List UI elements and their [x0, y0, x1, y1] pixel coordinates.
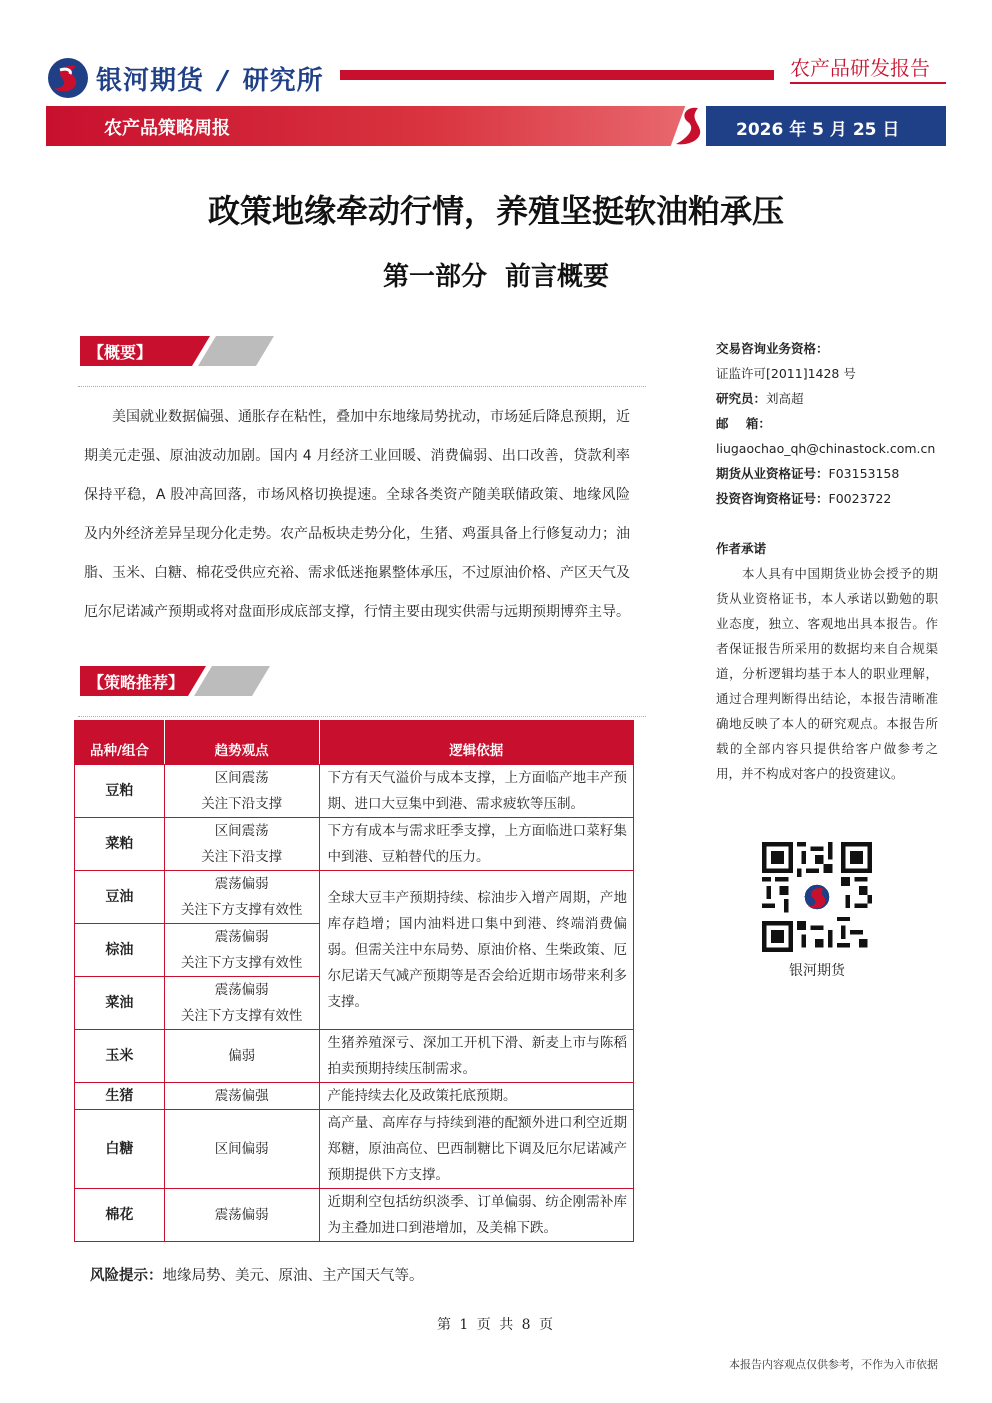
- row-trend: 震荡偏弱 关注下方支撑有效性: [164, 924, 319, 977]
- commitment-text: 本人具有中国期货业协会授予的期货从业资格证书，本人承诺以勤勉的职业态度，独立、客观地出具本报告。作者保证报告所采用的数据均来自合规渠道，分析逻辑均基于本人的职业理解，通过合理判断得出结论，本报告清晰准确地反映了本人的研究观点。本报告所载的全部内容只提供给客户做参考之用，并不构成对客户的投资建议。: [716, 566, 938, 781]
- header-red-bar: [340, 70, 774, 80]
- page-number: 第 1 页 共 8 页: [436, 1317, 556, 1333]
- row-trend: 区间震荡 关注下沿支撑: [164, 818, 319, 871]
- qualification-label: 交易咨询业务资格：: [716, 341, 829, 356]
- row-logic: 高产量、高库存与持续到港的配额外进口利空近期郑糖，原油高位、巴西制糖比下调及厄尔尼诺减产预期提供下方支撑。: [319, 1110, 633, 1189]
- header-logic: 逻辑依据: [319, 721, 633, 765]
- row-product: 菜粕: [75, 818, 165, 871]
- row-logic: 近期利空包括纺织淡季、订单偏弱、纺企刚需补库为主叠加进口到港增加，及美棉下跌。: [319, 1189, 633, 1242]
- futures-cert-label: 期货从业资格证号：: [716, 466, 829, 481]
- sidebar-contact: [716, 336, 938, 511]
- institute-name: 研究所: [242, 65, 324, 96]
- row-product: 豆油: [75, 871, 165, 924]
- table-header-row: [75, 721, 634, 765]
- row-trend: 区间震荡 关注下沿支撑: [164, 765, 319, 818]
- invest-cert-label: 投资咨询资格证号：: [716, 491, 829, 506]
- risk-warning: [90, 1264, 424, 1285]
- email-address[interactable]: liugaochao_qh@chinastock.com.cn: [716, 441, 936, 456]
- table-row: [75, 1030, 634, 1083]
- swoosh-icon: [658, 104, 718, 148]
- researcher-label: 研究员：: [716, 391, 767, 406]
- row-product: 豆粕: [75, 765, 165, 818]
- banner-title: 农产品策略周报: [104, 118, 230, 139]
- row-logic: 下方有成本与需求旺季支撑，上方面临进口菜籽集中到港、豆粕替代的压力。: [319, 818, 633, 871]
- header-trend: 趋势观点: [164, 721, 319, 765]
- row-trend: 震荡偏弱 关注下方支撑有效性: [164, 977, 319, 1030]
- table-row: [75, 871, 634, 924]
- commitment-title: 作者承诺: [716, 541, 767, 556]
- row-product: 棕油: [75, 924, 165, 977]
- galaxy-logo-icon: [46, 56, 90, 100]
- report-banner: [46, 106, 946, 146]
- row-product: 玉米: [75, 1030, 165, 1083]
- footer-disclaimer: 本报告内容观点仅供参考，不作为入市依据: [729, 1358, 938, 1371]
- row-logic: 产能持续去化及政策托底预期。: [319, 1083, 633, 1110]
- row-product: 棉花: [75, 1189, 165, 1242]
- risk-text: 地缘局势、美元、原油、主产国天气等。: [162, 1268, 424, 1284]
- table-row: [75, 1189, 634, 1242]
- qr-caption: 银河期货: [789, 963, 845, 979]
- row-trend: 震荡偏弱 关注下方支撑有效性: [164, 871, 319, 924]
- brand-divider: /: [218, 65, 229, 96]
- invest-cert-number: F0023722: [828, 491, 892, 506]
- report-date: 2026 年 5 月 25 日: [736, 120, 900, 140]
- strategy-table: [74, 720, 634, 1242]
- row-product: 白糖: [75, 1110, 165, 1189]
- brand-name: 银河期货: [96, 65, 205, 96]
- page-title: 政策地缘牵动行情，养殖坚挺软油粕承压: [207, 192, 784, 230]
- row-logic: 生猪养殖深亏、深加工开机下滑、新麦上市与陈稻拍卖预期持续压制需求。: [319, 1030, 633, 1083]
- researcher-name: 刘高超: [766, 391, 804, 406]
- section-title: 第一部分 前言概要: [382, 262, 610, 292]
- row-logic: 下方有天气溢价与成本支撑，上方面临产地丰产预期、进口大豆集中到港、需求疲软等压制。: [319, 765, 633, 818]
- table-row: [75, 1083, 634, 1110]
- table-row: [75, 818, 634, 871]
- row-trend: 偏弱: [164, 1030, 319, 1083]
- strategy-tag-label: 【策略推荐】: [88, 673, 185, 692]
- row-product: 生猪: [75, 1083, 165, 1110]
- header-product: 品种/组合: [75, 721, 165, 765]
- table-row: [75, 765, 634, 818]
- strategy-divider: [78, 716, 646, 717]
- table-row: [75, 1110, 634, 1189]
- summary-tag: [80, 336, 280, 366]
- row-trend: 区间偏弱: [164, 1110, 319, 1189]
- row-logic-merged: 全球大豆丰产预期持续、棕油步入增产周期，产地库存趋增；国内油料进口集中到港、终端消费偏弱。但需关注中东局势、原油价格、生柴政策、厄尔尼诺天气减产预期等是否会给近期市场带来利多支撑。: [319, 871, 633, 1030]
- row-product: 菜油: [75, 977, 165, 1030]
- qr-code-icon: [762, 842, 872, 952]
- header-underline: [790, 82, 946, 84]
- row-trend: 震荡偏弱: [164, 1189, 319, 1242]
- summary-paragraph: 美国就业数据偏强、通胀存在粘性，叠加中东地缘局势扰动，市场延后降息预期，近期美元走强、原油波动加剧。国内 4 月经济工业回暖、消费偏弱、出口改善，贷款利率保持平稳，A 股冲高回落，市场风格切换提速。全球各类资产随美联储政策、地缘风险及内外经济差异呈现分化走势。农产品板块走势分化，生猪、鸡蛋具备上行修复动力；油脂、玉米、白糖、棉花受供应充裕、需求低迷拖累整体承压，不过原油价格、产区天气及厄尔尼诺减产预期或将对盘面形成底部支撑，行情主要由现实供需与远期预期博弈主导。: [84, 409, 630, 620]
- email-label: 邮 箱：: [716, 416, 771, 431]
- strategy-tag: [80, 666, 280, 696]
- summary-tag-label: 【概要】: [88, 343, 153, 362]
- risk-label: 风险提示：: [90, 1268, 163, 1284]
- row-trend: 震荡偏强: [164, 1083, 319, 1110]
- futures-cert-number: F03153158: [828, 466, 900, 481]
- company-logo: [46, 56, 324, 100]
- report-type: 农产品研发报告: [790, 56, 930, 80]
- author-commitment: [716, 536, 938, 786]
- summary-divider: [78, 386, 646, 387]
- license-number: 证监许可[2011]1428 号: [716, 366, 856, 381]
